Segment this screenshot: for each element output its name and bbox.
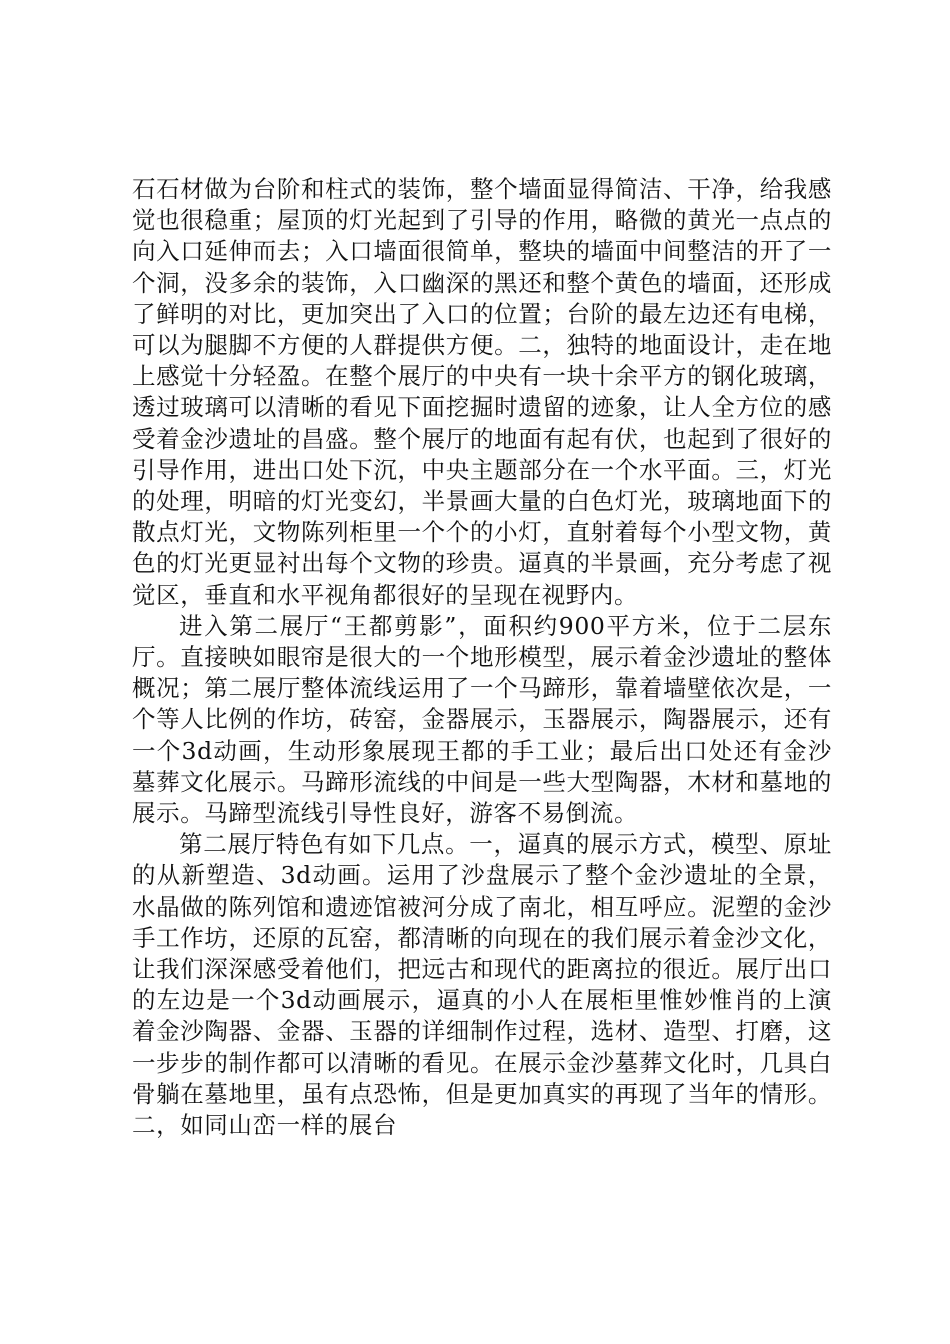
paragraph-2: 进入第二展厅“王都剪影”，面积约900平方米，位于二层东厅。直接映如眼帘是很大的一个地形模型，展示着金沙遗址的整体概况；第二展厅整体流线运用了一个马蹄形，靠着墙壁依次是，一个等人比例的作坊，砖窑，金器展示，玉器展示，陶器展示，还有一个3d动画，生动形象展现王都的手工业；最后出口处还有金沙墓葬文化展示。马蹄形流线的中间是一些大型陶器，木材和墓地的展示。马蹄型流线引导性良好，游客不易倒流。 [132, 611, 832, 828]
paragraph-1: 石石材做为台阶和柱式的装饰，整个墙面显得简洁、干净，给我感觉也很稳重；屋顶的灯光起到了引导的作用，略微的黄光一点点的向入口延伸而去；入口墙面很简单，整块的墙面中间整洁的开了一个洞，没多余的装饰，入口幽深的黑还和整个黄色的墙面，还形成了鲜明的对比，更加突出了入口的位置；台阶的最左边还有电梯，可以为腿脚不方便的人群提供方便。二，独特的地面设计，走在地上感觉十分轻盈。在整个展厅的中央有一块十余平方的钢化玻璃，透过玻璃可以清晰的看见下面挖掘时遗留的迹象，让人全方位的感受着金沙遗址的昌盛。整个展厅的地面有起有伏，也起到了很好的引导作用，进出口处下沉，中央主题部分在一个水平面。三，灯光的处理，明暗的灯光变幻，半景画大量的白色灯光，玻璃地面下的散点灯光，文物陈列柜里一个个的小灯，直射着每个小型文物，黄色的灯光更显衬出每个文物的珍贵。逼真的半景画，充分考虑了视觉区，垂直和水平视角都很好的呈现在视野内。 [132, 175, 832, 609]
body-text [132, 174, 832, 1141]
paragraph-3: 第二展厅特色有如下几点。一，逼真的展示方式，模型、原址的从新塑造、3d动画。运用了沙盘展示了整个金沙遗址的全景，水晶做的陈列馆和遗迹馆被河分成了南北，相互呼应。泥塑的金沙手工作坊，还原的瓦窑，都清晰的向现在的我们展示着金沙文化，让我们深深感受着他们，把远古和现代的距离拉的很近。展厅出口的左边是一个3d动画展示，逼真的小人在展柜里惟妙惟肖的上演着金沙陶器、金器、玉器的详细制作过程，选材、造型、打磨，这一步步的制作都可以清晰的看见。在展示金沙墓葬文化时，几具白骨躺在墓地里，虽有点恐怖，但是更加真实的再现了当年的情形。二，如同山峦一样的展台 [132, 830, 832, 1140]
